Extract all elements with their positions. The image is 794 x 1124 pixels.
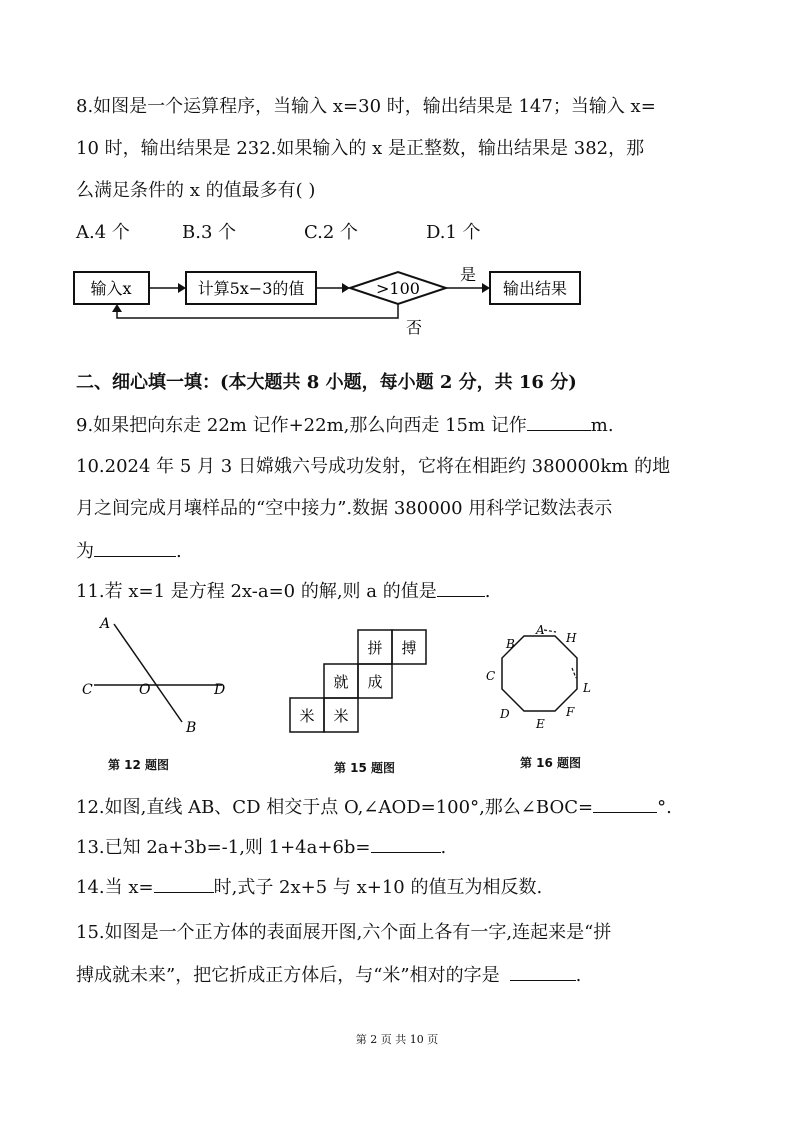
q11 (76, 578, 490, 605)
label-c: C (82, 682, 93, 698)
q10-blank[interactable] (94, 538, 176, 557)
q14-text-a: 14.当 x= (76, 877, 154, 898)
q11-period: . (484, 581, 491, 602)
flow-loop-line (117, 304, 398, 318)
q12-blank[interactable] (593, 794, 657, 813)
net-cell-6: 米 (333, 707, 349, 725)
q10-line2: 月之间完成月壤样品的“空中接力”.数据 380000 用科学记数法表示 (76, 498, 613, 519)
oct-label-l: L (583, 681, 591, 695)
label-o: O (139, 682, 151, 698)
q8-line2: 10 时，输出结果是 232.如果输入的 x 是正整数，输出结果是 382，那 (76, 138, 645, 159)
q15-line1: 15.如图是一个正方体的表面展开图,六个面上各有一字,连起来是“拼 (76, 922, 612, 943)
q14 (76, 874, 542, 901)
oct-label-e: E (536, 717, 545, 731)
figure-15 (284, 624, 434, 744)
flow-condition-text: >100 (376, 279, 420, 298)
q15-text: 搏成就未来”，把它折成正方体后，与“米”相对的字是 (76, 965, 500, 986)
q8-option-c: C.2 个 (304, 222, 359, 243)
q8-line1: 8.如图是一个运算程序，当输入 x=30 时，输出结果是 147；当输入 x= (76, 96, 656, 117)
q12-unit: °. (657, 797, 672, 818)
q9-blank[interactable] (527, 412, 591, 431)
q12 (76, 794, 672, 821)
flow-yes-label: 是 (460, 265, 477, 284)
flow-input-text: 输入x (90, 279, 132, 298)
net-cell-1: 拼 (367, 639, 383, 657)
q15-line2 (76, 962, 581, 989)
q13-text: 13.已知 2a+3b=-1,则 1+4a+6b= (76, 837, 371, 858)
flow-no-label: 否 (406, 318, 423, 337)
net-cell-5: 米 (299, 707, 315, 725)
q8-line3: 么满足条件的 x 的值最多有( ) (76, 180, 316, 201)
q11-text: 11.若 x=1 是方程 2x-a=0 的解,则 a 的值是 (76, 581, 437, 602)
q14-blank[interactable] (154, 874, 214, 893)
net-cell-3: 就 (333, 673, 349, 691)
q8-option-b: B.3 个 (182, 222, 237, 243)
flow-compute-text: 计算5x−3的值 (197, 279, 305, 298)
oct-label-f: F (566, 705, 575, 719)
fig16-caption: 第 16 题图 (520, 756, 582, 770)
oct-label-c: C (486, 669, 496, 683)
fig12-caption: 第 12 题图 (108, 758, 170, 772)
q8-flowchart (70, 260, 590, 342)
figure-16 (480, 618, 600, 748)
net-cell-2: 搏 (401, 639, 417, 657)
page-footer: 第 2 页 共 10 页 (355, 1033, 439, 1046)
oct-label-h: H (566, 631, 577, 645)
label-b: B (186, 720, 197, 736)
oct-label-a: A (536, 623, 545, 637)
q8-options (76, 220, 481, 246)
label-d: D (214, 682, 226, 698)
q8-option-a: A.4 个 (76, 222, 130, 243)
figure-12 (74, 612, 244, 740)
line-ab (114, 624, 182, 722)
q13-period: . (440, 837, 447, 858)
flow-output-text: 输出结果 (502, 279, 568, 298)
q9-text: 9.如果把向东走 22m 记作+22m,那么向西走 15m 记作 (76, 415, 527, 436)
oct-label-d: D (500, 707, 510, 721)
q10-line3 (76, 538, 182, 565)
q11-blank[interactable] (437, 578, 485, 597)
q10-text: 为 (76, 541, 94, 562)
section-title: 二、细心填一填：(本大题共 8 小题，每小题 2 分，共 16 分) (76, 372, 577, 393)
q10-line1: 10.2024 年 5 月 3 日嫦娥六号成功发射，它将在相距约 380000km 的地 (76, 456, 671, 477)
q15-blank[interactable] (510, 962, 576, 981)
q13-blank[interactable] (371, 834, 441, 853)
oct-label-b: B (506, 637, 515, 651)
label-a: A (100, 616, 111, 632)
q9 (76, 412, 614, 439)
q14-text-b: 时,式子 2x+5 与 x+10 的值互为相反数. (213, 877, 543, 898)
q8-option-d: D.1 个 (426, 222, 481, 243)
q12-text: 12.如图,直线 AB、CD 相交于点 O,∠AOD=100°,那么∠BOC= (76, 797, 594, 818)
q10-period: . (176, 541, 182, 562)
q15-period: . (575, 965, 582, 986)
net-cell-4: 成 (367, 673, 383, 691)
q9-unit: m. (590, 415, 614, 436)
fig15-caption: 第 15 题图 (334, 761, 396, 775)
q13 (76, 834, 446, 861)
